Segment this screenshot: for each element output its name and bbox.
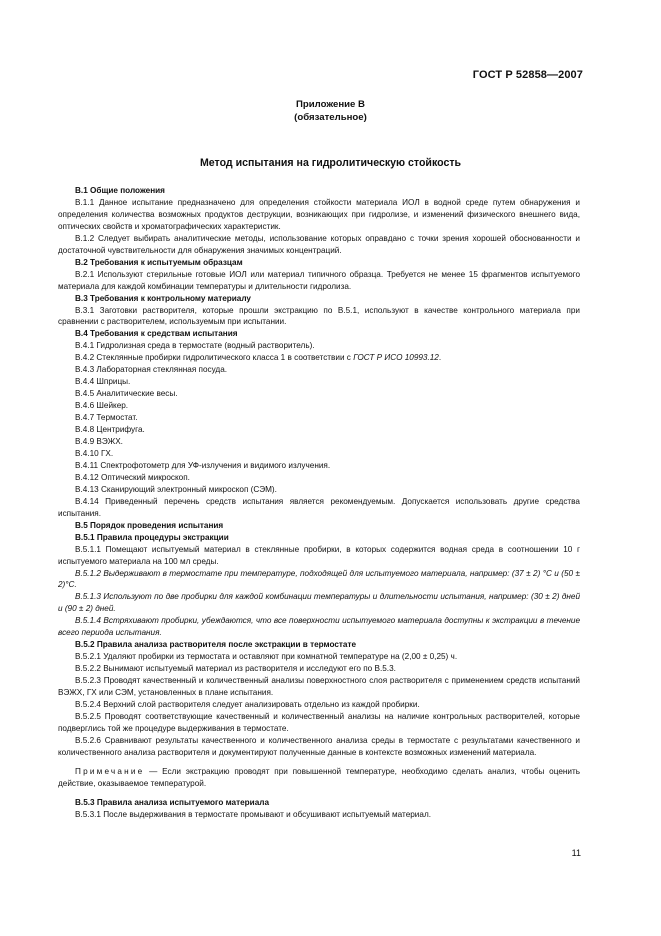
para-b514: В.5.1.4 Встряхивают пробирки, убеждаются, что все поверхности испытуемого материала доступны к экстракции в течение всего периода испытания. (58, 616, 580, 638)
item-b410: В.4.10 ГХ. (75, 448, 114, 458)
para-b526: В.5.2.6 Сравнивают результаты качественного и количественного анализа среды в термостате с результатами качественного и количественного анализа растворителя и документируют полученные данные в контексте возможных изменений материала. (58, 735, 580, 757)
item-b42-reference: ГОСТ Р ИСО 10993.12 (353, 353, 439, 363)
item-b45: В.4.5 Аналитические весы. (75, 389, 178, 399)
para-b525: В.5.2.5 Проводят соответствующие качественный и количественный анализы на наличие контрольных растворителей, которые подверглись той же процедуре выдерживания в термостате. (58, 711, 580, 733)
heading-b3: В.3 Требования к контрольному материалу (75, 293, 251, 303)
item-b413: В.4.13 Сканирующий электронный микроскоп (СЭМ). (75, 484, 277, 494)
heading-b4: В.4 Требования к средствам испытания (75, 329, 238, 339)
para-b524: В.5.2.4 Верхний слой растворителя следует анализировать отдельно из каждой пробирки. (75, 699, 420, 709)
document-body (58, 185, 580, 821)
note-label: Примечание (75, 766, 145, 776)
para-b522: В.5.2.2 Вынимают испытуемый материал из растворителя и исследуют его по В.5.3. (75, 664, 396, 674)
item-b42 (58, 352, 580, 364)
note-text: — Если экстракцию проводят при повышенной температуре, необходимо сделать анализ, чтобы оценить действие, оказываемое температурой. (58, 766, 580, 788)
para-b531: В.5.3.1 После выдерживания в термостате промывают и обсушивают испытуемый материал. (75, 809, 431, 819)
heading-b1: В.1 Общие положения (75, 186, 165, 195)
page-number: 11 (571, 848, 581, 858)
para-b21: В.2.1 Используют стерильные готовые ИОЛ или материал типичного образца. Требуется не менее 15 фрагментов испытуемого материала для каждой комбинации температуры и длительности гидролиза. (58, 269, 580, 291)
section-title: Метод испытания на гидролитическую стойкость (199, 157, 462, 169)
para-b31: В.3.1 Заготовки растворителя, которые прошли экстракцию по В.5.1, используют в качестве контрольного материала при сравнении с растворителем, используемым при испытании. (58, 305, 580, 327)
para-b11: В.1.1 Данное испытание предназначено для определения стойкости материала ИОЛ в водной среде путем обнаружения и определения количества возможных продуктов деструкции, возникающих при гидролизе, и изменений физического внешнего вида, оптических свойств и хроматографических характеристик. (58, 197, 580, 231)
para-b511: В.5.1.1 Помещают испытуемый материал в стеклянные пробирки, в которых содержится водная среда в соотношении 10 г испытуемого материала на 100 мл среды. (58, 544, 580, 566)
heading-b51: В.5.1 Правила процедуры экстракции (75, 532, 229, 542)
appendix-status: (обязательное) (294, 111, 367, 123)
item-b48: В.4.8 Центрифуга. (75, 425, 145, 435)
appendix-header (0, 99, 661, 124)
item-b46: В.4.6 Шейкер. (75, 401, 129, 411)
appendix-label: Приложение В (296, 99, 365, 110)
heading-b2: В.2 Требования к испытуемым образцам (75, 257, 243, 267)
item-b411: В.4.11 Спектрофотометр для УФ-излучения и видимого излучения. (75, 460, 331, 470)
para-b521: В.5.2.1 Удаляют пробирки из термостата и оставляют при комнатной температуре на (2,00 ± 0,25) ч. (75, 652, 458, 662)
heading-b52: В.5.2 Правила анализа растворителя после экстракции в термостате (75, 640, 357, 650)
heading-b5: В.5 Порядок проведения испытания (75, 520, 224, 530)
item-b44: В.4.4 Шприцы. (75, 377, 131, 387)
para-b523: В.5.2.3 Проводят качественный и количественный анализы поверхностного слоя растворителя с применением средств испытаний ВЭЖХ, ГХ или СЭМ, установленных в плане испытания. (58, 676, 580, 698)
item-b42-text: В.4.2 Стеклянные пробирки гидролитического класса 1 в соответствии с (75, 353, 354, 363)
item-b42-end: . (438, 353, 442, 363)
item-b414: В.4.14 Приведенный перечень средств испытания является рекомендуемым. Допускается использовать другие средства испытания. (58, 496, 580, 518)
para-b12: В.1.2 Следует выбирать аналитические методы, использование которых оправдано с точки зрения хорошей обоснованности и достаточной чувствительности для обнаружения значимых концентраций. (58, 233, 580, 255)
heading-b53: В.5.3 Правила анализа испытуемого материала (75, 797, 270, 807)
standard-number: ГОСТ Р 52858—2007 (472, 69, 583, 81)
note (58, 766, 580, 790)
item-b49: В.4.9 ВЭЖХ. (75, 437, 123, 447)
item-b43: В.4.3 Лабораторная стеклянная посуда. (75, 365, 228, 375)
para-b512: В.5.1.2 Выдерживают в термостате при температуре, подходящей для испытуемого материала, например: (37 ± 2) °С и (50 ± 2)°С. (58, 568, 580, 590)
item-b47: В.4.7 Термостат. (75, 413, 138, 423)
item-b41: В.4.1 Гидролизная среда в термостате (водный растворитель). (75, 341, 315, 351)
para-b513: В.5.1.3 Используют по две пробирки для каждой комбинации температуры и длительности испытания, например: (30 ± 2) дней и (90 ± 2) дней. (58, 592, 580, 614)
item-b412: В.4.12 Оптический микроскоп. (75, 472, 190, 482)
